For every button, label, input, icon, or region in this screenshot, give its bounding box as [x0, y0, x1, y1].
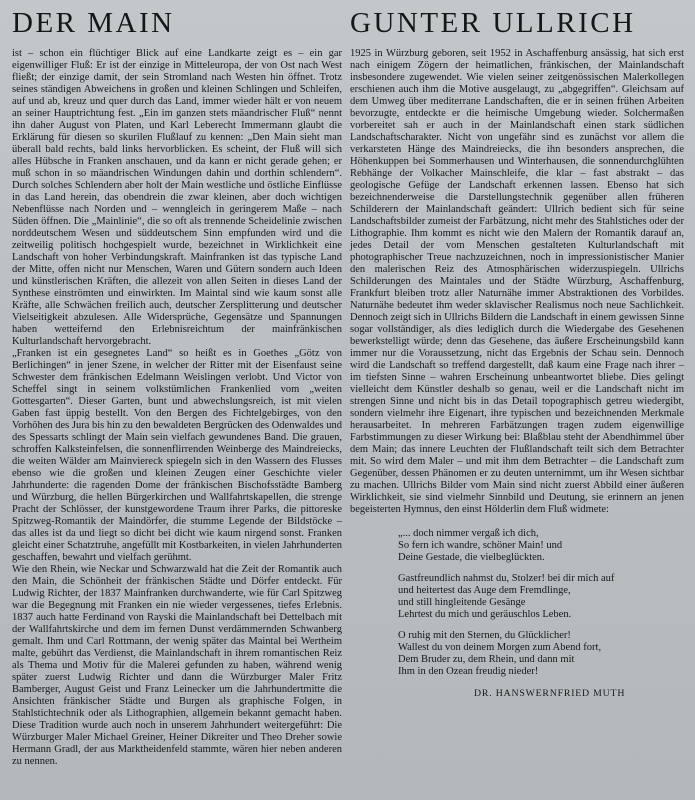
author-signature: DR. HANSWERNFRIED MUTH [474, 688, 626, 699]
hoelderlin-poem [350, 528, 684, 678]
poem-line: „... doch nimmer vergaß ich dich, [398, 528, 539, 539]
poem-line: und heitertest das Auge dem Fremdlinge, [398, 585, 571, 596]
poem-line: und still hingleitende Gesänge [398, 597, 526, 608]
poem-stanza [398, 630, 684, 678]
essay-paragraph: ist – schon ein flüchtiger Blick auf eine Landkarte zeigt es – ein gar eigenwilliger Fluß: Er ist der einzige in Mitteleuropa, der von Ost nach West fließt; der einzige damit, der sein Stromland nach Westen hin öffnet. Trotz seines ständigen Abweichens in großen und kleinen Schlingen und Schleifen, auf und ab, kreuz und quer durch das Land, immer wieder hält er von neuem an seiner Hauptrichtung fest. „Ein im ganzen stets mäandrischer Fluß“ nennt ihn daher August von Platen, und Karl Leberecht Immermann glaubt die Erklärung für diesen so skurilen Flußlauf zu kennen: „Den Main sieht man überall bald rechts, bald links hervorblicken. Es scheint, der Fluß will sich alles Hübsche in Franken anschauen, und da kann er nicht gerade gehen; er muß schon in so mäandrischen Windungen dahin und dorthin schlendern“. Durch solches Schlendern aber holt der Main westliche und östliche Einflüsse in das Land herein, das obendrein die zwar kleinen, aber doch wichtigen Nebenflüsse nach Norden und – wenngleich in geringerem Maße – nach Süden öffnen. Die „Mainlinie“, die so oft als trennende Scheidelinie zwischen norddeutschem Wesen und süddeutschem Sinn empfunden wird und die zeitweilig politisch hochgespielt wurde, bezeichnet in Wirklichkeit eine Landschaft von hoher Verbindungskraft. Mainfranken ist das typische Land der Mitte, offen nicht nur Menschen, Waren und Gütern sondern auch Ideen und künstlerischen Kräften, die allezeit von allen Seiten in dieses Land der Synthese einströmten und einwirkten. Im Maintal sind wie kaum sonst alle Kräfte, alle Schwächen freilich auch, deutscher Zersplitterung und deutscher Vielseitigkeit abzulesen. Alle Widersprüche, Gegensätze und Spannungen haben wetteifernd den Erlebnisreichtum der mainfränkischen Kulturlandschaft hervorgebracht. [12, 48, 342, 347]
essay-paragraph: „Franken ist ein gesegnetes Land“ so heißt es in Goethes „Götz von Berlichingen“ in jener Szene, in welcher der Ritter mit der Eisenfaust seine Schwester dem fränkischen Edelmann Weislingen verlobt. Und Victor von Scheffel singt in seinem volkstümlichen Frankenlied vom „weiten Gottesgarten“. Dieser Garten, bunt und abwechslungsreich, ist mit vielen Gaben fast üppig bestellt. Von den Bergen des Fichtelgebirges, von den Vorhöhen des Jura bis hin zu den bewaldeten Bergrücken des Odenwaldes und des Spessarts schlingt der Main sein vielfach gewundenes Band. Die grauen, schroffen Kalksteinfelsen, die sonnenflirrenden Weinberge des Maindreiecks, die weiten Wälder am Mainviereck spiegeln sich in den Wassern des Flusses ebenso wie die großen und kleinen Zeugen einer Geschichte vieler Jahrhunderte: die ragenden Dome der fränkischen Bischofsstädte Bamberg und Würzburg, die hellen Bürgerkirchen und Wallfahrtskapellen, die strenge Pracht der Schlösser, der kunstgewordene Traum ihrer Parks, die pittoreske Spitzweg-Romantik der Maindörfer, die stumme Legende der Bildstöcke – das alles ist da und liegt so dicht bei dicht wie kaum nirgend sonst. Franken gleicht einer Schatztruhe, angefüllt mit Kostbarkeiten, in vielen Jahrhunderten geschaffen, bewahrt und vielfach gerühmt. [12, 348, 342, 563]
poem-stanza [398, 528, 684, 564]
poem-line: So fern ich wandre, schöner Main! und [398, 540, 563, 551]
poem-line: O ruhig mit den Sternen, du Glücklicher! [398, 630, 571, 641]
right-column [350, 6, 684, 699]
poem-line: Dem Bruder zu, dem Rhein, und dann mit [398, 654, 575, 665]
poem-line: Ihm in den Ozean freudig nieder! [398, 666, 539, 677]
poem-line: Wallest du von deinem Morgen zum Abend fort, [398, 642, 602, 653]
essay-paragraph: Wie den Rhein, wie Neckar und Schwarzwald hat die Zeit der Romantik auch den Main, die Schönheit der fränkischen Städte und Dörfer entdeckt. Für Ludwig Richter, der 1837 Mainfranken durchwanderte, wie für Carl Spitzweg war die Begegnung mit Franken ein nie wieder vergessenes, tiefes Erlebnis. 1837 auch hatte Ferdinand von Rayski die Mainlandschaft bei Dettelbach mit der Wallfahrtskirche und dem im fernen Dunst verdämmernden Schwanberg gemalt. Ihm und Carl Rottmann, der wenig später das Maintal bei Wertheim malte, gebührt das Verdienst, die Mainlandschaft in ihrem romantischen Reiz als Thema und Motiv für die Malerei gefunden zu haben, während wenig später zuerst Ludwig Richter und dann die Würzburger Maler Fritz Bamberger, August Geist und Franz Leinecker um die Jahrhundertmitte die Ansichten fränkischer Städte und Burgen als graphische Folgen, in Stahlstichtechnik oder als Lithographien, allgemein bekannt gemacht haben. Diese Tradition wurde auch noch in unserem Jahrhundert weitergeführt: Die Würzburger Maler Michael Greiner, Heiner Dikreiter und Theo Dreher sowie Hermann Gradl, der aus Marktheidenfeld stammte, wären hier neben anderen zu nennen. [12, 564, 342, 767]
poem-line: Gastfreundlich nahmst du, Stolzer! bei dir mich auf [398, 573, 615, 584]
title-der-main: DER MAIN [12, 7, 175, 39]
artist-essay [350, 48, 684, 516]
left-column [12, 6, 342, 768]
poem-line: Deine Gestade, die vielbeglückten. [398, 552, 545, 563]
poem-line: Lehrtest du mich und geräuschlos Leben. [398, 609, 572, 620]
title-gunter-ullrich: GUNTER ULLRICH [350, 7, 636, 39]
poem-stanza [398, 573, 684, 621]
essay-paragraph: 1925 in Würzburg geboren, seit 1952 in Aschaffenburg ansässig, hat sich erst nach einigem Zögern der heimatlichen, fränkischen, der Mainlandschaft insbesondere zugewendet. Wie vielen seiner zeitgenössischen Malerkollegen erschienen auch ihm die Motive ausgelaugt, zu „abgegriffen“. Gleichsam auf dem Umweg über mediterrane Landschaften, die er in seinen frühen Arbeiten bevorzugte, entdeckte er die heimische Umgebung wieder. Solchermaßen vorbereitet sah er auch in der Mainlandschaft einen stark südlichen Landschaftscharakter. Nicht von ungefähr sind es zunächst vor allem die verkarsteten Hänge des Maindreiecks, die ihn besonders ansprechen, die Höhenkuppen bei Sommerhausen und Winterhausen, die sonnendurchglühten Rebhänge der Volkacher Mainschleife, die klar – fast abstrakt – das geologische Gefüge der Landschaft erkennen lassen. Ebenso hat sich bezeichnenderweise die Darstellungstechnik gegenüber allen früheren Schilderern der Mainlandschaft geändert: Ullrich bedient sich für seine Landschaftsbilder zumeist der Farbätzung, nicht mehr des Stahlstiches oder der Lithographie. Ihm kommt es nicht wie den Malern der Romantik darauf an, jedes Detail der vom Menschen gestalteten Kulturlandschaft mit photographischer Treue nachzuzeichnen, noch in impressionistischer Manier den malerischen Reiz des Atmosphärischen widerzuspiegeln. Ullrichs Schilderungen des Maintales und der Städte Würzburg, Aschaffenburg, Frankfurt bleiben trotz aller Naturnähe immer Abstraktionen des Vorbildes. Naturnähe bedeutet ihm weder sklavischer Realismus noch neue Sachlichkeit. Dennoch zeigt sich in Ullrichs Bildern die Landschaft in einem gewissen Sinne sogar vollständiger, als dies lediglich durch die Wiedergabe des Gesehenen bewerkstelligt würde; denn das Gesehene, das äußere Erscheinungsbild kann immer nur die Voraussetzung, nicht das Ergebnis der Schau sein. Dennoch wird die Landschaft so treffend dargestellt, daß kaum eine Frage nach ihrer – im tiefsten Sinne – wahren Erscheinung unbeantwortet bliebe. Dies gelingt vielleicht dem Künstler deshalb so genau, weil er die Landschaft nicht im strengen Sinne und nicht bis in das Detail topographisch getreu wiedergibt, sondern vielmehr ihre Eigenart, ihre typischen und bezeichnenden Merkmale herausarbeitet. In mehreren Farbätzungen tragen zudem eigenwillige Farbstimmungen zu dieser Wirkung bei: Blaßblau steht der Abendhimmel über dem Main; das innere Leuchten der Flußlandschaft teilt sich dem Betrachter mit. So wird dem Maler – und mit ihm dem Betrachter – die Landschaft zum Gegenüber, dessen Phänomen er zu deuten unternimmt, um ihr Wesen sichtbar zu machen. Ullrichs Bilder vom Main sind nicht zuerst Abbild einer äußeren Wirklichkeit, sie sind vielmehr Sinnbild und Deutung, sie erinnern an jenen begeisterten Hymnus, den einst Hölderlin dem Fluß widmete: [350, 48, 684, 515]
main-essay [12, 48, 342, 768]
